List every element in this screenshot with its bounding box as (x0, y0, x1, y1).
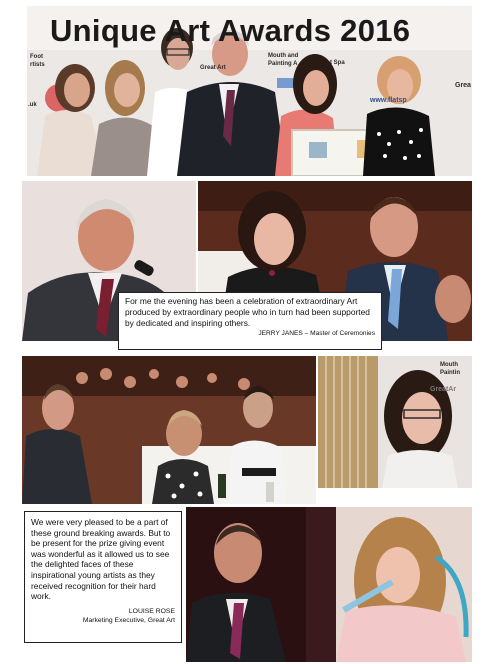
banner-right-text: Grea (455, 82, 471, 89)
quote-box-master-of-ceremonies (118, 292, 382, 350)
banner-left-text-1: Foot (30, 54, 43, 60)
banner-sponsor-3: Painting A (268, 61, 298, 67)
banner-left-text-3: .uk (28, 102, 37, 108)
banner-sponsor-1: Great Art (200, 65, 226, 71)
backdrop-text-great: GreatAr (430, 386, 457, 393)
quote-text: For me the evening has been a celebration of extraordinary Art produced by extraordinary people who in turn had been supported by dedicated and inspiring others. (125, 296, 370, 328)
attribution-name: LOUISE ROSE (128, 607, 175, 615)
banner-title: Unique Art Awards 2016 (50, 13, 411, 48)
backdrop-text-painting: Paintin (440, 370, 461, 376)
quote-text: We were very pleased to be a part of these ground breaking awards. But to be present for the prize giving event was wonderful as it allowed us to see the delighted faces of these inspirational young artists as they received recognition for their hard work. (31, 517, 171, 602)
banner-url: www.flatsp (370, 97, 407, 104)
quote-attribution: JERRY JANES – Master of Ceremonies (258, 330, 375, 337)
banner-sponsor-4: t Spa (330, 60, 345, 66)
banner-left-text-2: rtists (30, 62, 45, 68)
backdrop-text-mouth: Mouth (440, 362, 458, 368)
man-and-girl-photo (186, 507, 472, 662)
banquet-photo (22, 356, 316, 504)
quote-attribution (31, 607, 175, 625)
quote-box-great-art (24, 511, 182, 643)
banner-sponsor-2: Mouth and (268, 53, 299, 59)
attribution-role: Marketing Executive, Great Art (82, 616, 175, 624)
